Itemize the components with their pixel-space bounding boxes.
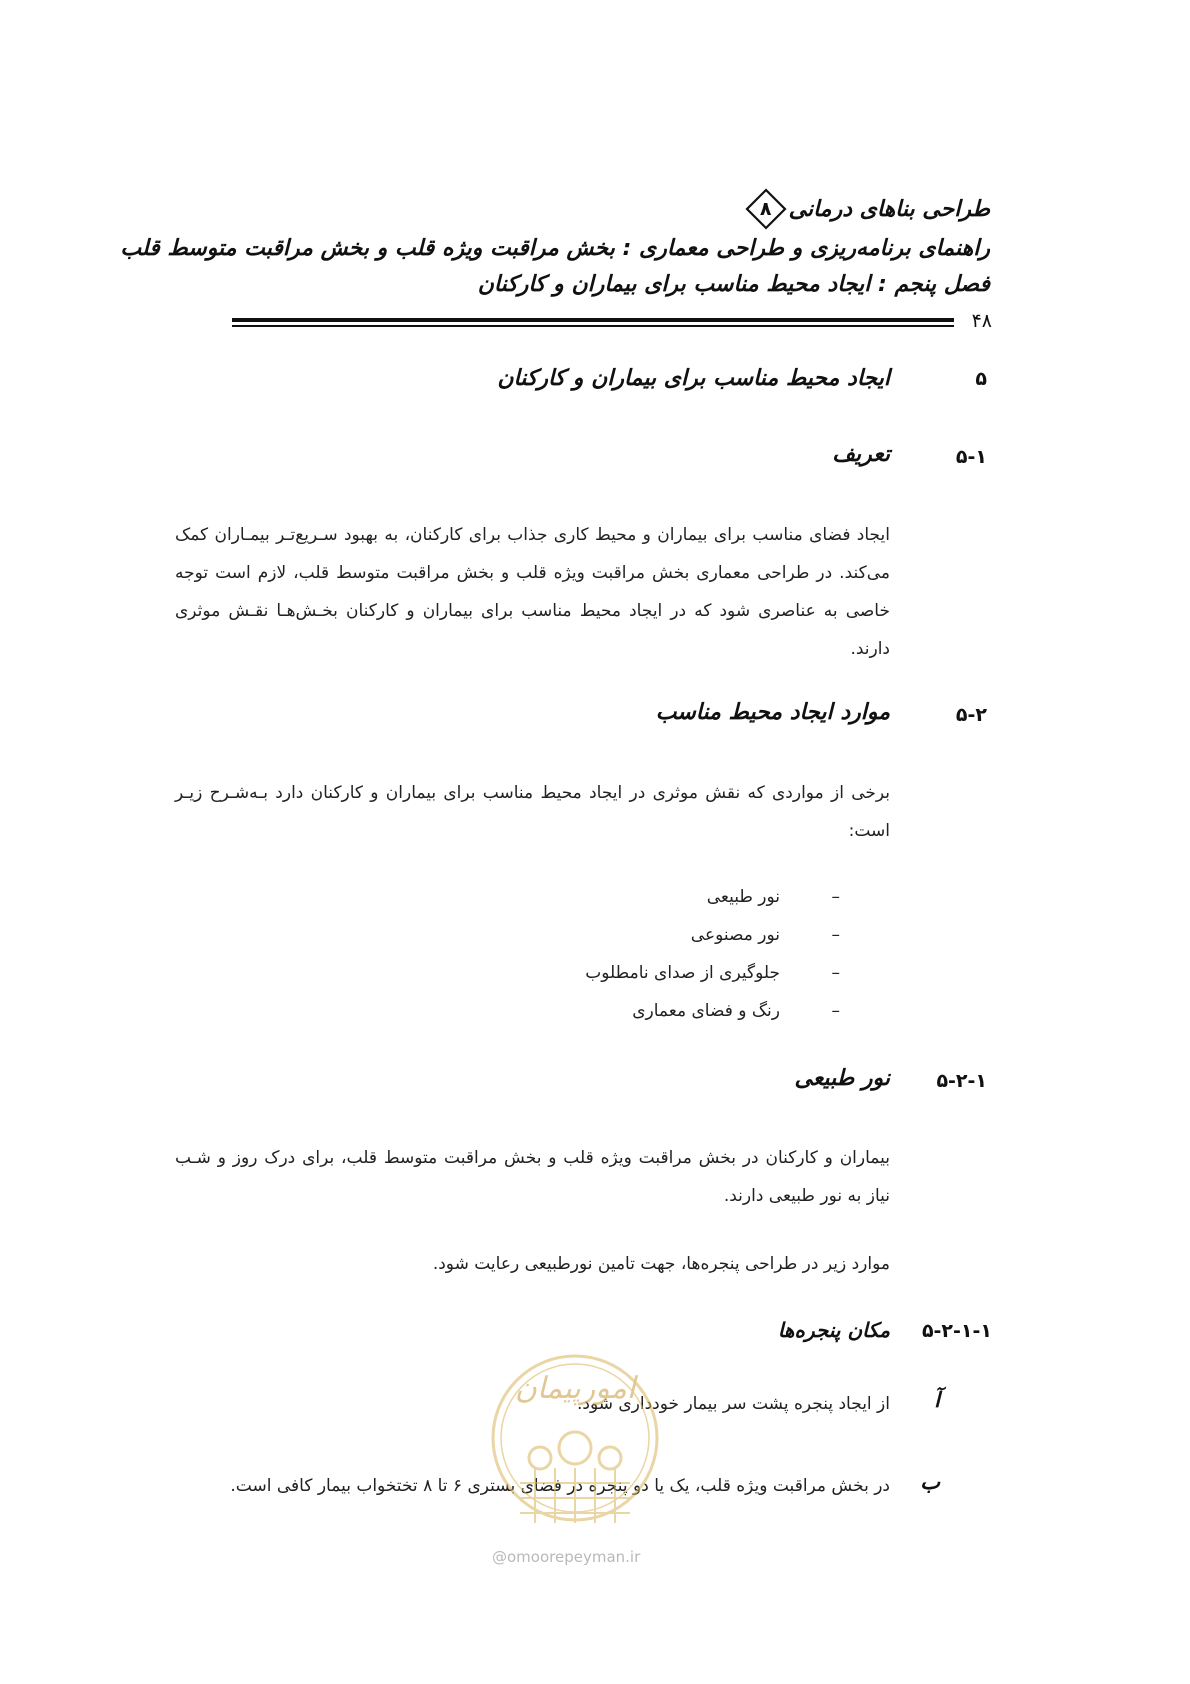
bullet-dash: – xyxy=(831,887,840,907)
list-item xyxy=(585,916,840,954)
section-5-1-paragraph: ایجاد فضای مناسب برای بیماران و محیط کاری جذاب برای کارکنان، به بهبود سـریع‌تـر بیمـاران کمک می‌کند. در طراحی معماری بخش مراقبت ویژه قلب و بخش مراقبت متوسط قلب، لازم است توجه خاصی به عناصری شود که در ایجاد محیط مناسب برای بیماران و کارکنان بخـش‌هـا نقـش موثری دارند. xyxy=(175,525,890,659)
section-5-2-title: موارد ایجاد محیط مناسب xyxy=(655,700,890,725)
list-item-text: نور طبیعی xyxy=(706,887,780,907)
volume-number: ۸ xyxy=(759,198,772,220)
list-item-text: رنگ و فضای معماری xyxy=(632,1001,780,1021)
item-b-letter: ب xyxy=(920,1470,940,1494)
section-5-number: ۵ xyxy=(975,368,987,390)
series-title: طراحی بناهای درمانی xyxy=(788,196,990,222)
running-header-guide: راهنمای برنامه‌ریزی و طراحی معماری : بخش مراقبت ویژه قلب و بخش مراقبت متوسط قلب xyxy=(120,236,990,261)
watermark-logo-text: امورپیمان xyxy=(514,1371,636,1406)
section-5-2-1-paragraph: بیماران و کارکنان در بخش مراقبت ویژه قلب و بخش مراقبت متوسط قلب، برای درک روز و شـب نیاز به نور طبیعی دارند. xyxy=(175,1148,890,1206)
list-item-text: نور مصنوعی xyxy=(690,925,780,945)
section-5-2-1-number: ۵-۲-۱ xyxy=(936,1070,987,1092)
environment-factors-list xyxy=(585,878,840,1030)
running-header-chapter: فصل پنجم : ایجاد محیط مناسب برای بیماران و کارکنان xyxy=(477,272,990,297)
volume-badge xyxy=(745,188,787,230)
list-item xyxy=(585,954,840,992)
item-b-text: در بخش مراقبت ویژه قلب، یک یا دو پنجره در فضای بستری ۶ تا ۸ تختخواب بیمار کافی است. xyxy=(230,1476,890,1496)
list-item-text: جلوگیری از صدای نامطلوب xyxy=(585,963,780,983)
item-a-text: از ایجاد پنجره پشت سر بیمار خودداری شود. xyxy=(576,1394,890,1414)
bullet-dash: – xyxy=(831,1001,840,1021)
section-5-1-number: ۵-۱ xyxy=(955,446,987,468)
watermark-site: @omoorepeyman.ir xyxy=(492,1548,641,1566)
bullet-dash: – xyxy=(831,963,840,983)
section-5-2-1-note: موارد زیر در طراحی پنجره‌ها، جهت تامین نورطبیعی رعایت شود. xyxy=(432,1254,890,1274)
header-rule-thin xyxy=(232,325,954,327)
list-item xyxy=(585,878,840,916)
section-5-2-1-1-number: ۵-۲-۱-۱ xyxy=(921,1320,992,1342)
section-5-title: ایجاد محیط مناسب برای بیماران و کارکنان xyxy=(497,366,890,391)
section-5-2-paragraph: برخی از مواردی که نقش موثری در ایجاد محیط مناسب برای بیماران و کارکنان دارد بـه‌شـرح زیـر است: xyxy=(175,783,890,841)
section-5-2-1-1-title: مکان پنجره‌ها xyxy=(777,1318,890,1342)
list-item xyxy=(585,992,840,1030)
running-header-series xyxy=(170,188,990,230)
header-rule xyxy=(232,318,954,322)
watermark-logo xyxy=(485,1343,665,1553)
section-5-1-title: تعریف xyxy=(832,442,890,467)
section-5-2-number: ۵-۲ xyxy=(955,704,987,726)
section-5-2-1-title: نور طبیعی xyxy=(794,1066,890,1091)
item-a-letter: آ xyxy=(934,1388,940,1412)
page-number: ۴۸ xyxy=(971,310,992,332)
bullet-dash: – xyxy=(831,925,840,945)
